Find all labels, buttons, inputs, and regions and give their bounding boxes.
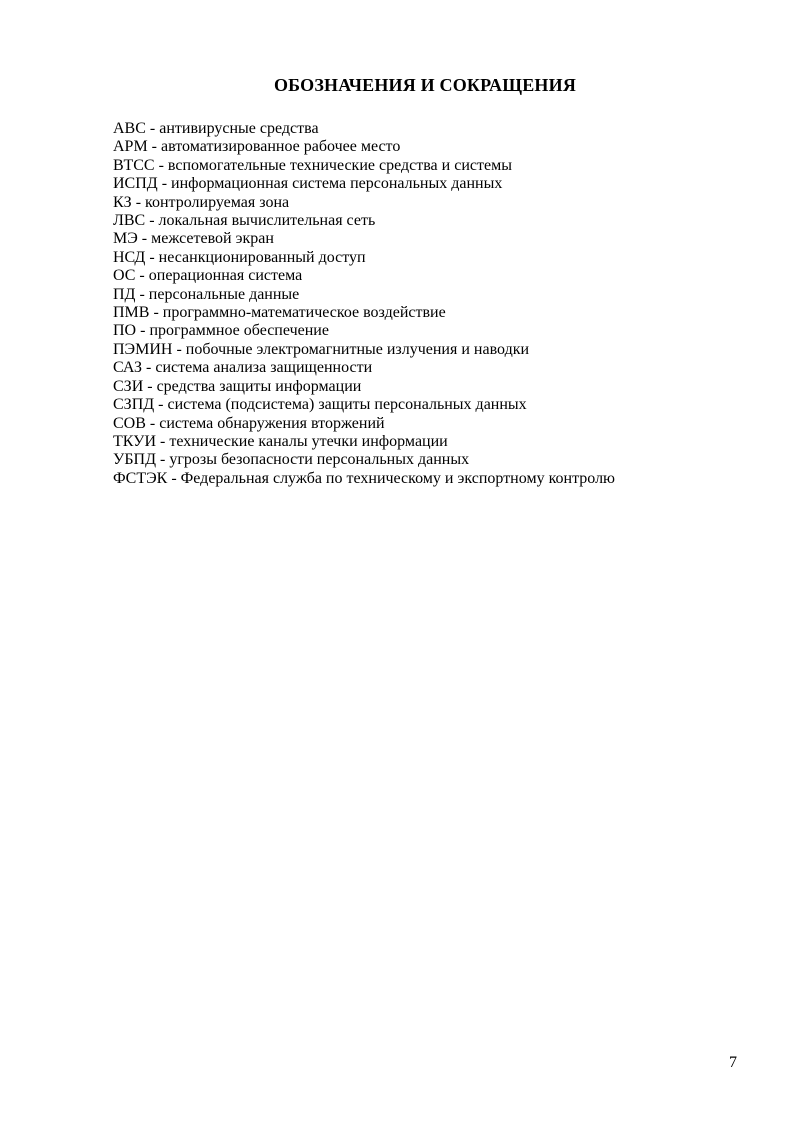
abbreviation-line: КЗ - контролируемая зона (113, 193, 290, 211)
abbreviation-line: НСД - несанкционированный доступ (113, 248, 366, 266)
abbreviation-line: СЗПД - система (подсистема) защиты персональных данных (113, 396, 527, 414)
abbreviation-line: ВТСС - вспомогательные технические средства и системы (113, 156, 512, 174)
abbreviation-line: МЭ - межсетевой экран (113, 230, 274, 248)
abbreviation-line: ЛВС - локальная вычислительная сеть (113, 212, 376, 230)
abbreviation-line: ПЭМИН - побочные электромагнитные излучения и наводки (113, 340, 530, 358)
abbreviation-line: ПО - программное обеспечение (113, 322, 329, 340)
page-number: 7 (729, 1054, 737, 1071)
page-content (113, 74, 737, 488)
abbreviation-line: АВС - антивирусные средства (113, 120, 319, 137)
abbreviation-line: ИСПД - информационная система персональных данных (113, 175, 503, 193)
abbreviation-line: ПД - персональные данные (113, 285, 300, 303)
page-title: ОБОЗНАЧЕНИЯ И СОКРАЩЕНИЯ (273, 75, 577, 95)
abbreviation-line: АРМ - автоматизированное рабочее место (113, 138, 401, 156)
abbreviation-line: ОС - операционная система (113, 267, 303, 285)
abbreviation-list (113, 120, 737, 488)
abbreviation-line: УБПД - угрозы безопасности персональных данных (113, 451, 470, 469)
abbreviation-line: САЗ - система анализа защищенности (113, 359, 373, 377)
abbreviation-line: ТКУИ - технические каналы утечки информации (113, 432, 448, 450)
abbreviation-line: ФСТЭК - Федеральная служба по техническому и экспортному контролю (113, 469, 615, 487)
abbreviation-line: ПМВ - программно-математическое воздействие (113, 304, 446, 322)
abbreviation-line: СОВ - система обнаружения вторжений (113, 414, 385, 432)
abbreviation-line: СЗИ - средства защиты информации (113, 377, 362, 395)
